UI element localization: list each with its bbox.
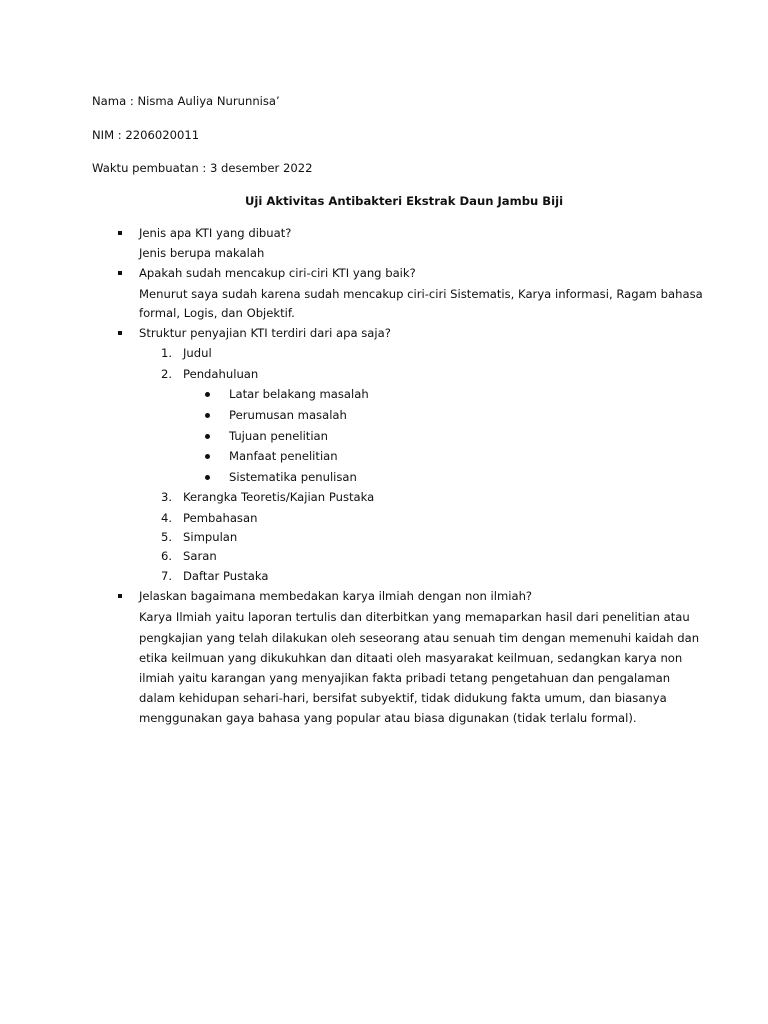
list-number: 5. — [160, 530, 172, 544]
answer-4-line-2: pengkajian yang telah dilakukan oleh seseorang atau senuah tim dengan memenuhi kaidah dan — [139, 631, 700, 645]
name-line: Nama : Nisma Auliya Nurunnisa’ — [92, 94, 280, 108]
sub-item: Latar belakang masalah — [229, 387, 369, 401]
dot-bullet-icon — [205, 475, 210, 480]
structure-item: Simpulan — [183, 530, 238, 544]
list-number: 4. — [160, 511, 172, 525]
document-title: Uji Aktivitas Antibakteri Ekstrak Daun Jambu Biji — [245, 194, 564, 208]
list-number: 7. — [160, 569, 172, 583]
answer-2-line-1: Menurut saya sudah karena sudah mencakup ciri-ciri Sistematis, Karya informasi, Ragam bahasa — [139, 287, 703, 301]
answer-1-line-1: Jenis berupa makalah — [139, 246, 265, 260]
question-1: Jenis apa KTI yang dibuat? — [139, 226, 292, 240]
question-3: Struktur penyajian KTI terdiri dari apa saja? — [139, 326, 391, 340]
answer-4-line-6: menggunakan gaya bahasa yang popular atau biasa digunakan (tidak terlalu formal). — [139, 711, 637, 725]
dot-bullet-icon — [205, 454, 210, 459]
answer-4-line-5: dalam kehidupan sehari-hari, bersifat subyektif, tidak didukung fakta umum, dan biasanya — [139, 691, 667, 705]
answer-4-line-3: etika keilmuan yang dikukuhkan dan ditaati oleh masyarakat keilmuan, sedangkan karya non — [139, 651, 683, 665]
structure-item: Kerangka Teoretis/Kajian Pustaka — [183, 490, 375, 504]
structure-item: Daftar Pustaka — [183, 569, 269, 583]
nim-line: NIM : 2206020011 — [92, 128, 200, 142]
dot-bullet-icon — [205, 434, 210, 439]
list-number: 6. — [160, 549, 172, 563]
square-bullet-icon — [118, 331, 122, 335]
sub-item: Perumusan masalah — [229, 408, 347, 422]
structure-item: Saran — [183, 549, 217, 563]
sub-item: Manfaat penelitian — [229, 449, 338, 463]
structure-item: Pendahuluan — [183, 367, 259, 381]
sub-item: Sistematika penulisan — [229, 470, 357, 484]
question-4: Jelaskan bagaimana membedakan karya ilmiah dengan non ilmiah? — [139, 589, 533, 603]
dot-bullet-icon — [205, 413, 210, 418]
list-number: 1. — [160, 346, 172, 360]
list-number: 2. — [160, 367, 172, 381]
date-line: Waktu pembuatan : 3 desember 2022 — [92, 161, 313, 175]
question-2: Apakah sudah mencakup ciri-ciri KTI yang baik? — [139, 266, 416, 280]
dot-bullet-icon — [205, 392, 210, 397]
square-bullet-icon — [118, 594, 122, 598]
list-number: 3. — [160, 490, 172, 504]
answer-4-line-1: Karya Ilmiah yaitu laporan tertulis dan diterbitkan yang memaparkan hasil dari penelitian atau — [139, 610, 690, 624]
structure-item: Judul — [183, 346, 212, 360]
answer-2-line-2: formal, Logis, dan Objektif. — [139, 306, 295, 320]
sub-item: Tujuan penelitian — [229, 429, 329, 443]
structure-item: Pembahasan — [183, 511, 258, 525]
square-bullet-icon — [118, 271, 122, 275]
square-bullet-icon — [118, 231, 122, 235]
answer-4-line-4: ilmiah yaitu karangan yang menyajikan fakta pribadi tetang pengetahuan dan pengalaman — [139, 671, 671, 685]
